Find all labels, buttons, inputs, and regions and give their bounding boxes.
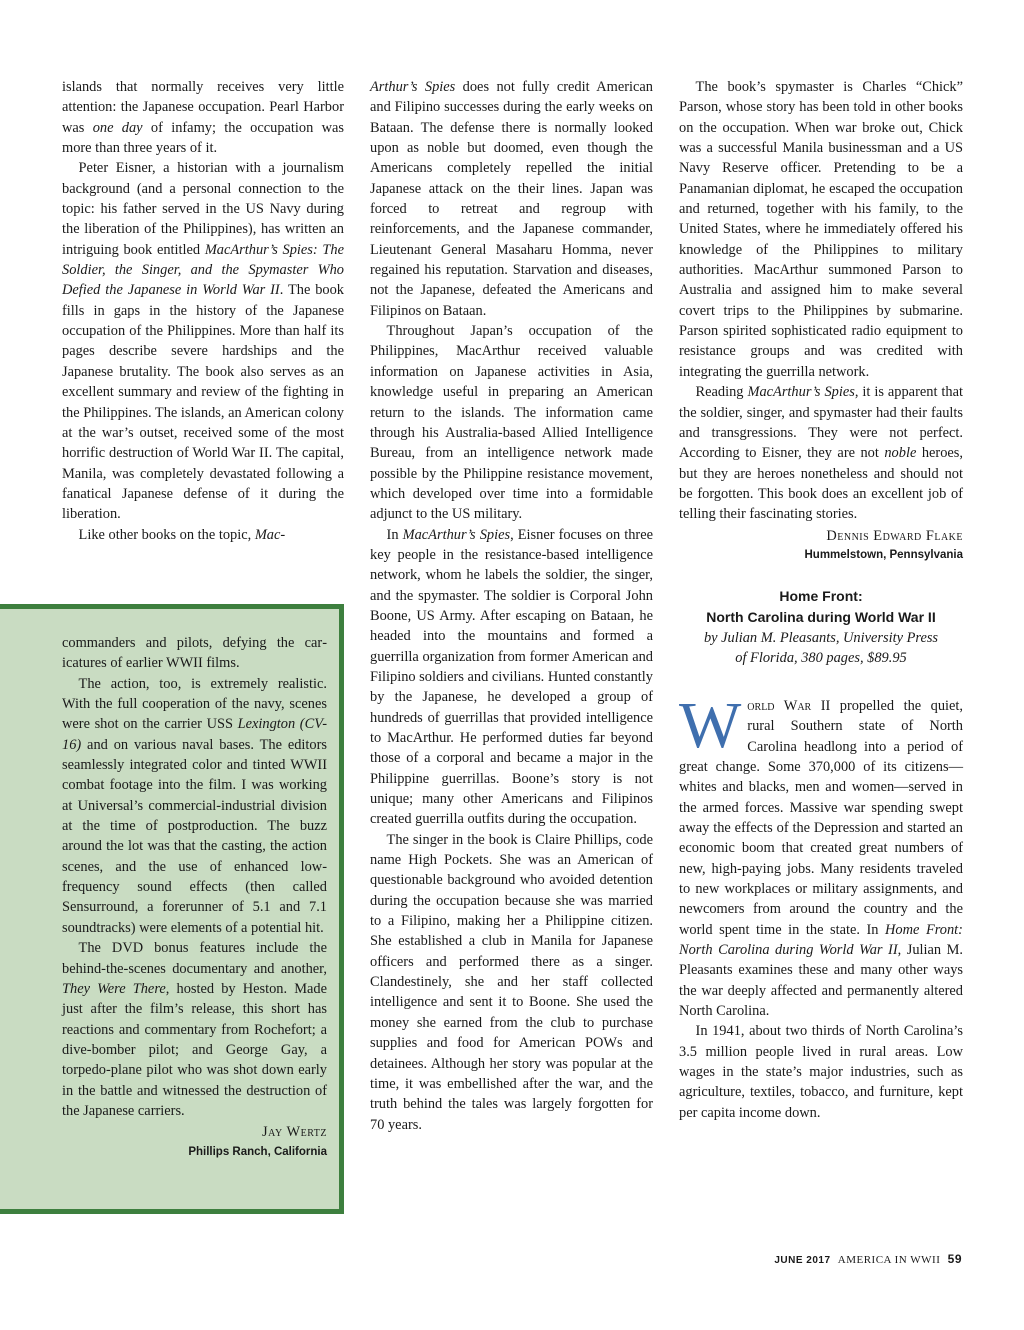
byline-line: by Julian M. Pleasants, University Press	[703, 629, 939, 646]
issue-date: JUNE 2017	[774, 1255, 831, 1266]
book-title: MacArthur’s Spies: The Soldier, the Singer, and the Spymaster Who Defied the Japanese in World War II	[62, 241, 344, 299]
review-title	[679, 586, 963, 628]
paragraph	[62, 158, 344, 524]
reviewer-name: Dennis Edward Flake	[826, 527, 963, 544]
text: II propelled the quiet, rural Southern state of North Carolina headlong into a period of great change. Some 370,000 of its citizens—whites and blacks, men and women—served in the armed forces. Massive war spending swept away the effects of the Depression and started an economic boom that created great numbers of new, high-paying jobs. Many residents traveled to new workplaces or military assignments, and newcomers from around the country and the world spent time in the state. In	[679, 697, 963, 938]
article-column-1	[62, 77, 344, 545]
magazine-name: AMERICA IN WWII	[837, 1254, 941, 1266]
text: and on various naval bases. The editors seamlessly integrated color and tinted WWII combat footage into the film. I was working at Universal’s commercial-industrial division at the time of postproduction. The buzz around the lot was that the casting, the action scenes, and the use of enhanced low-frequency sound effects (then called Sensurround, a forerunner of 5.1 and 7.1 soundtracks) were elements of a potential hit.	[62, 736, 327, 936]
text: In	[386, 526, 403, 543]
text: does not fully credit American and Filipino successes during the early weeks on Bataan. The defense there is normally looked upon as noble but doomed, even though the Americans completely repelled the initial Japanese attack on the their lines. Japan was forced to retreat and regroup with reinforcements, and the Japanese commander, Lieutenant General Masaharu Homma, never regained his reputation. Starvation and diseases, not the Japanese, defeated the Americans and Filipinos on Bataan.	[370, 79, 653, 319]
paragraph: The singer in the book is Claire Phillips, code name High Pockets. She was an American of questionable background who avoided detention during the occupation because she was married to a Filipino, making her a Philippine citizen. She established a club in Manila for Japanese officers and performed there as a singer. Clandestinely, she and her staff collected intelligence and sent it to Boone. She used the money she earned from the club to purchase supplies and food for American POWs and detainees. Although her story was popular at the time, it was embellished after the war, and the truth behind the tales was largely forgotten for 70 years.	[370, 831, 653, 1133]
paragraph	[62, 77, 344, 158]
paragraph	[370, 525, 653, 830]
text: of infamy; the occupation was more than three years of it.	[62, 119, 344, 157]
paragraph	[679, 688, 963, 1022]
paragraph	[62, 674, 327, 938]
page-number: 59	[947, 1252, 962, 1266]
text: The DVD bonus features include the behind-the-scenes documentary and another,	[62, 940, 327, 977]
review-title-line: North Carolina during World War II	[706, 608, 936, 625]
sidebar-text	[62, 633, 327, 1161]
text: islands that normally receives very little attention: the Japanese occupation. Pearl Harbor was	[62, 79, 344, 136]
book-title: Arthur’s Spies	[370, 79, 456, 95]
byline-line: of Florida, 380 pages, $89.95	[735, 649, 907, 666]
paragraph	[679, 382, 963, 524]
paragraph	[62, 525, 344, 545]
text: heroes, but they are heroes nonetheless and should not be forgotten. This book does an excellent job of telling their fascinating stories.	[679, 445, 963, 523]
text: , Julian M. Pleasants examines these and many other ways the war deeply affected and permanently altered North Carolina.	[679, 942, 963, 1020]
text: . The book fills in gaps in the history of the Japanese occupation of the Philippines. More than half its pages describe severe hardships and the Japanese brutality. The book also serves as an excellent summary and review of the fighting in the Philippines. The islands, an American colony at the war’s outset, received some of the most horrific destruction of World War II. The capital, Manila, was completely devastated following a fanatical Japanese defense of it during the liberation.	[62, 282, 345, 523]
reviewer-location: Phillips Ranch, California	[188, 1145, 327, 1158]
emphasis: noble	[884, 445, 917, 462]
book-title: MacArthur’s Spies	[402, 526, 511, 543]
small-caps-lead: orld War	[747, 697, 812, 714]
paragraph: In 1941, about two thirds of North Carolina’s 3.5 million people lived in rural areas. Low wages in the state’s major industries, such as agriculture, textiles, tobacco, and furniture, kept per capita income down.	[679, 1023, 963, 1121]
emphasis: Lexington (CV-16)	[62, 716, 327, 753]
text: Like other books on the topic,	[78, 526, 255, 543]
paragraph: commanders and pilots, defying the caricatures of earlier WWII films.	[62, 635, 327, 672]
page-footer	[774, 1252, 962, 1266]
sidebar-box	[0, 604, 344, 1214]
text: Reading	[695, 384, 748, 401]
drop-cap: W	[679, 688, 742, 762]
emphasis: Mac-	[254, 526, 286, 543]
book-title: Home Front: North Carolina during World War II	[679, 921, 963, 959]
paragraph	[370, 77, 653, 321]
reviewer-name: Jay Wertz	[262, 1124, 327, 1141]
review-byline	[679, 628, 963, 668]
text: The action, too, is extremely realistic. With the full cooperation of the navy, scenes were shot on the carrier USS	[62, 675, 327, 733]
text: , Eisner focuses on three key people in the resistance-based intelligence network, whom he labels the soldier, the singer, and the spymaster. The soldier is Corporal John Boone, US Army. After escaping on Bataan, he headed into the mountains and formed a guerrilla organization from former American and Filipino soldiers and civilians. Hunted constantly by the Japanese, he developed a group of hundreds of guerrillas that provided intelligence to MacArthur. He performed duties far beyond those of a corporal and became a major in the Philippine guerrillas. Boone’s story is not unique; many other Americans and Filipinos created guerrilla outfits during the occupation.	[370, 526, 654, 828]
paragraph: Throughout Japan’s occupation of the Philippines, MacArthur received valuable information on Japanese activities in Asia, knowledge useful in preparing an American return to the islands. The information came through his Australia-based Allied Intelligence Bureau, from an intelligence network made possible by the Philippine resistance movement, which developed over time into a formidable adjunct to the US military.	[370, 323, 653, 523]
paragraph	[62, 938, 327, 1121]
text: , it is apparent that the soldier, singer, and spymaster had their faults and transgressions. They were not perfect. According to Eisner, they are not	[679, 384, 963, 462]
paragraph: The book’s spymaster is Charles “Chick” Parson, whose story has been told in other books on the occupation. When war broke out, Chick was a successful Manila businessman and a US Navy Reserve officer. Pretending to be a Panamanian diplomat, he escaped the occupation and returned, together with his family, to the United States, where he immediately offered his knowledge of the Philippines to military authorities. MacArthur summoned Parson to Australia and assigned him to make several covert trips to the Philippines by submarine. Parson spirited sophisticated radio equipment to resistance groups and was credited with integrating the guerrilla network.	[679, 79, 963, 380]
reviewer-location: Hummelstown, Pennsylvania	[804, 548, 963, 561]
emphasis: They Were There	[62, 980, 166, 997]
text: Peter Eisner, a historian with a journalism background (and a personal connection to the topic: his father served in the US Navy during the liberation of the Philippines), has written an intriguing book entitled	[62, 160, 344, 258]
emphasis: one day	[92, 119, 143, 136]
text: , hosted by Heston. Made just after the film’s release, this short has reactions and commentary from Rochefort; a dive-bomber pilot; and George Gay, a torpedo-plane pilot who was shot down early in the battle and witnessed the destruction of the Japanese carriers.	[62, 980, 327, 1119]
book-title: MacArthur’s Spies	[747, 384, 855, 401]
article-column-3	[679, 77, 963, 1123]
article-column-2	[370, 77, 653, 1135]
review-title-line: Home Front:	[779, 587, 863, 604]
